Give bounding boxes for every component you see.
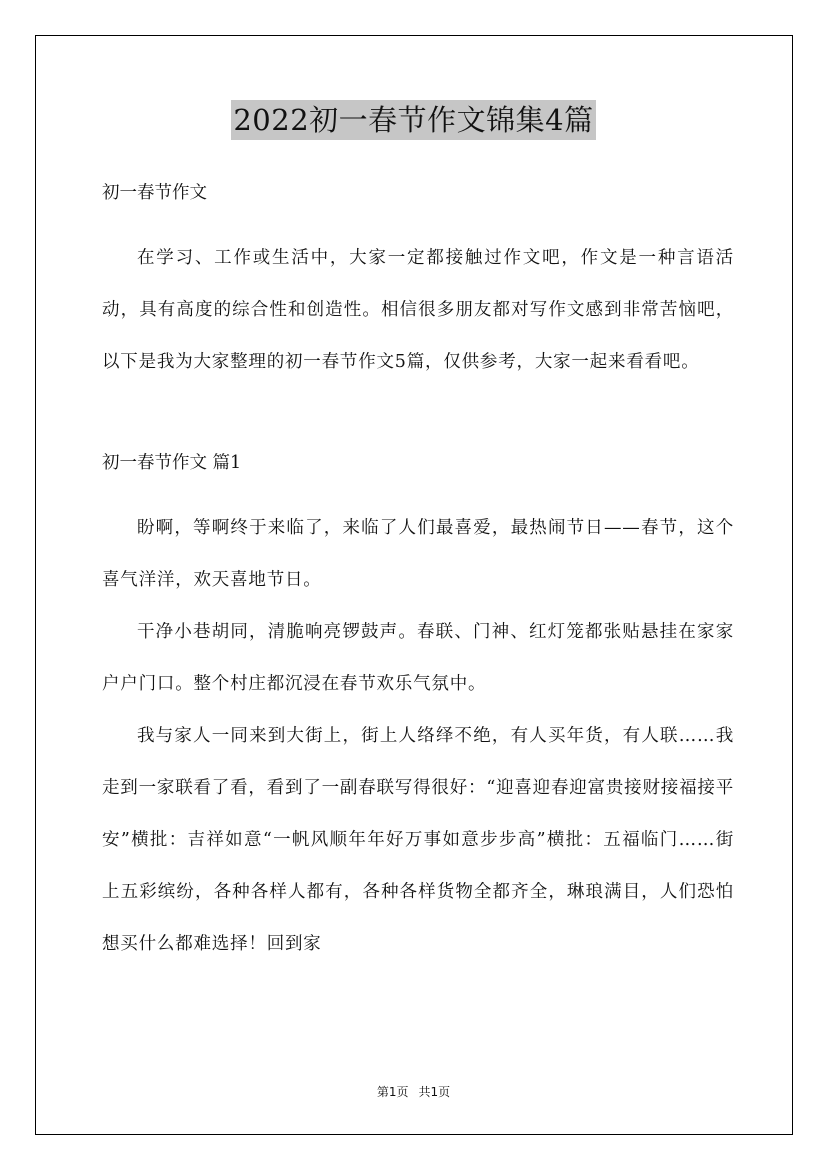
page-total: 共1页 bbox=[418, 1085, 451, 1099]
title-container bbox=[0, 100, 827, 140]
intro-paragraph: 在学习、工作或生活中，大家一定都接触过作文吧，作文是一种言语活动，具有高度的综合性和创造性。相信很多朋友都对写作文感到非常苦恼吧，以下是我为大家整理的初一春节作文5篇，仅供参考，大家一起来看看吧。 bbox=[102, 248, 734, 372]
section-heading: 初一春节作文 篇1 bbox=[102, 453, 242, 473]
body-paragraph-3: 我与家人一同来到大街上，街上人络绎不绝，有人买年货，有人联……我走到一家联看了看，看到了一副春联写得很好：“迎喜迎春迎富贵接财接福接平安”横批：吉祥如意“一帆风顺年年好万事如意步步高”横批：五福临门……街上五彩缤纷，各种各样人都有，各种各样货物全都齐全，琳琅满目，人们恐怕想买什么都难选择！回到家 bbox=[102, 726, 734, 954]
page-footer bbox=[0, 1084, 827, 1100]
page-number: 第1页 bbox=[376, 1085, 409, 1099]
document-title: 2022初一春节作文锦集4篇 bbox=[231, 100, 595, 140]
intro-heading: 初一春节作文 bbox=[102, 183, 207, 203]
body-paragraph-1: 盼啊，等啊终于来临了，来临了人们最喜爱，最热闹节日——春节，这个喜气洋洋，欢天喜地节日。 bbox=[102, 518, 734, 590]
body-paragraph-2: 干净小巷胡同，清脆响亮锣鼓声。春联、门神、红灯笼都张贴悬挂在家家户户门口。整个村庄都沉浸在春节欢乐气氛中。 bbox=[102, 622, 734, 694]
document-body bbox=[102, 176, 734, 970]
